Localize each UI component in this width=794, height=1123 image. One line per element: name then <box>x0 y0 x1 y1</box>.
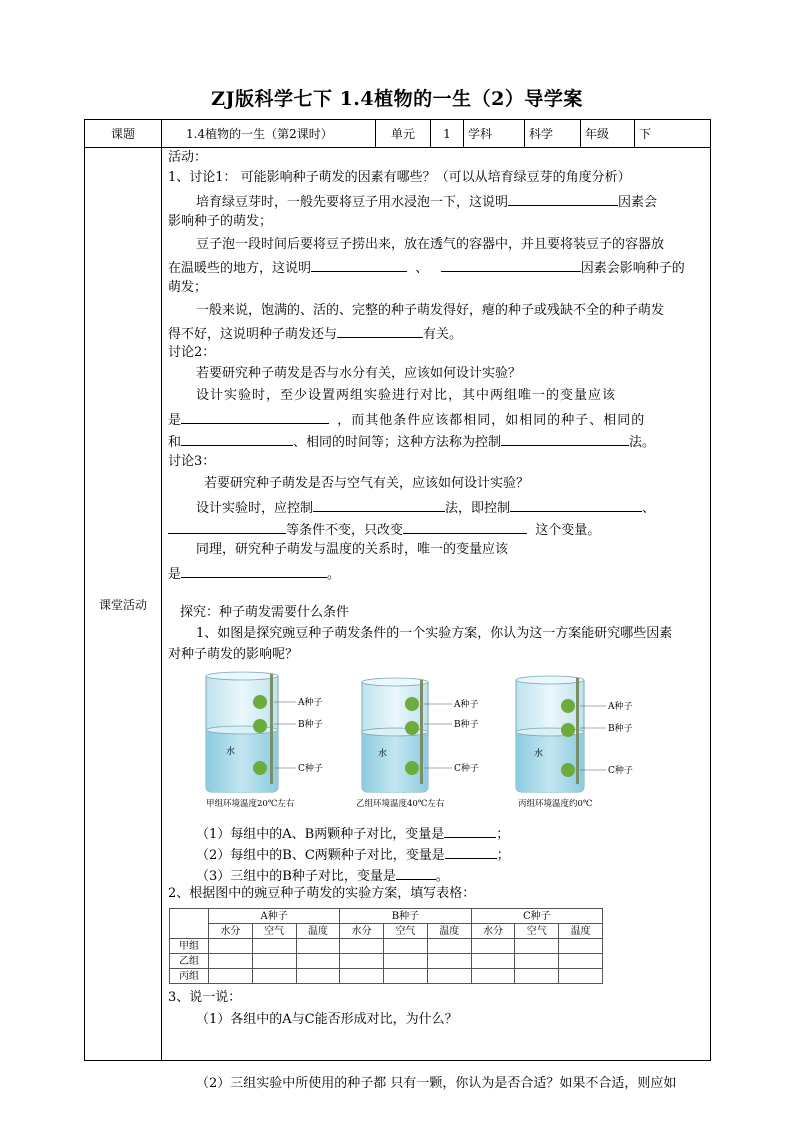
group-header: A种子 <box>209 909 340 924</box>
cell[interactable] <box>209 954 253 969</box>
blank[interactable] <box>444 824 496 838</box>
blank[interactable] <box>396 866 436 880</box>
cell[interactable] <box>384 939 428 954</box>
cell[interactable] <box>384 954 428 969</box>
group-header: C种子 <box>471 909 602 924</box>
explore-title: 探究：种子萌发需要什么条件 <box>180 605 350 620</box>
row-header: 甲组 <box>170 939 209 954</box>
text: 。 <box>435 869 449 884</box>
text: 得不好，这说明种子萌发还与 <box>168 327 338 342</box>
cell[interactable] <box>515 969 559 984</box>
cell[interactable] <box>296 939 340 954</box>
cell[interactable] <box>384 969 428 984</box>
label-b: B种子 <box>608 724 633 734</box>
factor-header: 水分 <box>471 924 515 939</box>
cell[interactable] <box>427 969 471 984</box>
section-label: 课堂活动 <box>85 148 162 1061</box>
discussion-2-answer-3 <box>168 432 655 451</box>
explore-1-line-2: 对种子萌发的影响呢？ <box>168 647 299 662</box>
blank[interactable] <box>403 520 527 534</box>
lesson-table <box>84 119 711 1091</box>
cell[interactable] <box>471 954 515 969</box>
water-label: 水 <box>378 749 388 759</box>
text: 法，即控制 <box>445 501 511 516</box>
seed-a <box>253 695 267 709</box>
cell[interactable] <box>471 969 515 984</box>
cell[interactable] <box>559 954 603 969</box>
factor-header: 空气 <box>252 924 296 939</box>
topic-label: 课题 <box>85 120 162 148</box>
blank[interactable] <box>181 432 293 446</box>
text: 。 <box>327 567 341 582</box>
discussion-2-question: 若要研究种子萌发是否与水分有关，应该如何设计实验？ <box>196 366 522 381</box>
corner-cell <box>170 909 209 939</box>
discussion-3-question: 若要研究种子萌发是否与空气有关，应该如何设计实验？ <box>204 476 530 491</box>
caption: 丙组环境温度约0℃ <box>518 799 593 809</box>
cell[interactable] <box>340 954 384 969</box>
explore-2: 2、根据图中的豌豆种子萌发的实验方案，填写表格： <box>168 886 476 901</box>
table-row <box>170 969 603 984</box>
text: 在温暖些的地方，这说明 <box>168 261 312 276</box>
cell[interactable] <box>559 969 603 984</box>
cell[interactable] <box>296 969 340 984</box>
para-2-line-2 <box>168 258 685 277</box>
factor-header: 空气 <box>515 924 559 939</box>
text: 、相同的时间等；这种方法称为控制 <box>293 435 502 450</box>
seed-b <box>253 719 267 733</box>
blank[interactable] <box>441 258 581 272</box>
cell[interactable] <box>471 939 515 954</box>
cell[interactable] <box>209 969 253 984</box>
text: 、 <box>415 261 429 276</box>
group-header: B种子 <box>340 909 471 924</box>
say-1: （1）各组中的A与C能否形成对比，为什么？ <box>196 1012 458 1027</box>
discussion-1-question: 1、讨论1： 可能影响种子萌发的因素有哪些？（可以从培育绿豆芽的角度分析） <box>168 170 631 185</box>
topic-value: 1.4植物的一生（第2课时） <box>162 120 376 148</box>
para-1-line-1 <box>196 192 657 211</box>
blank[interactable] <box>510 498 642 512</box>
label-c: C种子 <box>298 764 323 774</box>
text: ； <box>496 848 510 863</box>
cell[interactable] <box>340 969 384 984</box>
page-title: ZJ版科学七下 1.4植物的一生（2）导学案 <box>211 88 583 110</box>
text: 因素会 <box>618 195 658 210</box>
blank[interactable] <box>181 564 327 578</box>
activity-content <box>162 148 711 1091</box>
beaker-jia <box>206 672 323 809</box>
beaker-yi <box>356 678 479 809</box>
discussion-2-answer-2 <box>168 410 645 429</box>
factor-header: 温度 <box>559 924 603 939</box>
seed-b <box>561 723 575 737</box>
cell[interactable] <box>252 939 296 954</box>
blank[interactable] <box>445 845 497 859</box>
discussion-3-answer-3: 同理，研究种子萌发与温度的关系时，唯一的变量应该 <box>196 542 509 557</box>
text: （3）三组中的B种子对比，变量是 <box>196 869 396 884</box>
blank[interactable] <box>311 258 407 272</box>
water-label: 水 <box>534 749 544 759</box>
grade-value: 下 <box>635 120 711 148</box>
experiment-figure <box>204 668 664 808</box>
factor-header: 温度 <box>427 924 471 939</box>
text: 法。 <box>629 435 656 450</box>
text: （2）每组中的B、C两颗种子对比，变量是 <box>196 848 445 863</box>
question-2 <box>196 845 510 864</box>
question-1 <box>196 824 509 843</box>
text: 和 <box>168 435 182 450</box>
explore-1-line-1: 1、如图是探究豌豆种子萌发条件的一个实验方案，你认为这一方案能研究哪些因素 <box>196 626 673 641</box>
blank[interactable] <box>313 498 445 512</box>
row-header: 丙组 <box>170 969 209 984</box>
water-label: 水 <box>226 747 236 757</box>
discussion-3-title: 讨论3： <box>168 454 216 469</box>
text: ； <box>496 827 510 842</box>
seed-c <box>405 761 419 775</box>
cell[interactable] <box>427 939 471 954</box>
seed-table <box>169 908 603 984</box>
subject-label: 学科 <box>464 120 525 148</box>
text: 等条件不变，只改变 <box>286 523 404 538</box>
cell[interactable] <box>340 939 384 954</box>
label-c: C种子 <box>454 764 479 774</box>
seed-c <box>253 761 267 775</box>
factor-header: 水分 <box>209 924 253 939</box>
explore-3: 3、说一说： <box>168 990 242 1005</box>
discussion-2-answer-1: 设计实验时，至少设置两组实验进行对比，其中两组唯一的变量应该 <box>196 388 617 403</box>
table-row <box>170 954 603 969</box>
cell[interactable] <box>252 969 296 984</box>
unit-value: 1 <box>431 120 464 148</box>
blank[interactable] <box>168 520 286 534</box>
discussion-3-answer-4 <box>168 564 340 583</box>
cell[interactable] <box>209 939 253 954</box>
say-2: （2）三组实验中所使用的种子都 只有一颗，你认为是否合适？如果不合适，则应如 <box>196 1076 677 1091</box>
beaker-bing <box>516 676 633 809</box>
para-1-line-2: 影响种子的萌发； <box>168 214 273 229</box>
text: 是 <box>168 413 182 428</box>
text: 培育绿豆芽时，一般先要将豆子用水浸泡一下，这说明 <box>196 195 509 210</box>
text: 设计实验时，应控制 <box>196 501 314 516</box>
discussion-3-answer-1 <box>196 498 655 517</box>
para-3-line-2 <box>168 324 462 343</box>
cell[interactable] <box>296 954 340 969</box>
seed-c <box>561 763 575 777</box>
blank[interactable] <box>181 410 329 424</box>
seed-b <box>405 721 419 735</box>
blank[interactable] <box>337 324 423 338</box>
text: 是 <box>168 567 182 582</box>
label-a: A种子 <box>298 698 323 708</box>
cell[interactable] <box>515 939 559 954</box>
caption: 甲组环境温度20℃左右 <box>206 799 295 809</box>
label-a: A种子 <box>608 702 633 712</box>
factor-header: 温度 <box>296 924 340 939</box>
discussion-3-answer-2 <box>168 520 600 539</box>
caption: 乙组环境温度40℃左右 <box>356 799 445 809</box>
subject-value: 科学 <box>525 120 581 148</box>
seed-a <box>405 697 419 711</box>
text: 、 <box>642 501 656 516</box>
question-3 <box>196 866 449 885</box>
text: 这个变量。 <box>535 523 601 538</box>
text: （1）每组中的A、B两颗种子对比，变量是 <box>196 827 445 842</box>
blank[interactable] <box>508 192 618 206</box>
activity-heading: 活动： <box>168 150 208 165</box>
text: 有关。 <box>423 327 463 342</box>
label-b: B种子 <box>454 720 479 730</box>
factor-header: 水分 <box>340 924 384 939</box>
text: ，而其他条件应该都相同，如相同的种子、相同的 <box>337 413 646 428</box>
blank[interactable] <box>501 432 629 446</box>
grade-label: 年级 <box>581 120 635 148</box>
cell[interactable] <box>515 954 559 969</box>
label-a: A种子 <box>454 700 479 710</box>
factor-header: 空气 <box>384 924 428 939</box>
text: 因素会影响种子的 <box>580 261 685 276</box>
unit-label: 单元 <box>376 120 431 148</box>
row-header: 乙组 <box>170 954 209 969</box>
table-row <box>170 939 603 954</box>
cell[interactable] <box>559 939 603 954</box>
para-2-line-1: 豆子泡一段时间后要将豆子捞出来，放在透气的容器中，并且要将装豆子的容器放 <box>196 237 665 252</box>
cell[interactable] <box>427 954 471 969</box>
para-3-line-1: 一般来说，饱满的、活的、完整的种子萌发得好，瘪的种子或残缺不全的种子萌发 <box>196 303 665 318</box>
label-c: C种子 <box>608 766 633 776</box>
discussion-2-title: 讨论2： <box>168 345 216 360</box>
seed-a <box>561 699 575 713</box>
cell[interactable] <box>252 954 296 969</box>
para-2-line-3: 萌发； <box>168 280 208 295</box>
label-b: B种子 <box>298 720 323 730</box>
